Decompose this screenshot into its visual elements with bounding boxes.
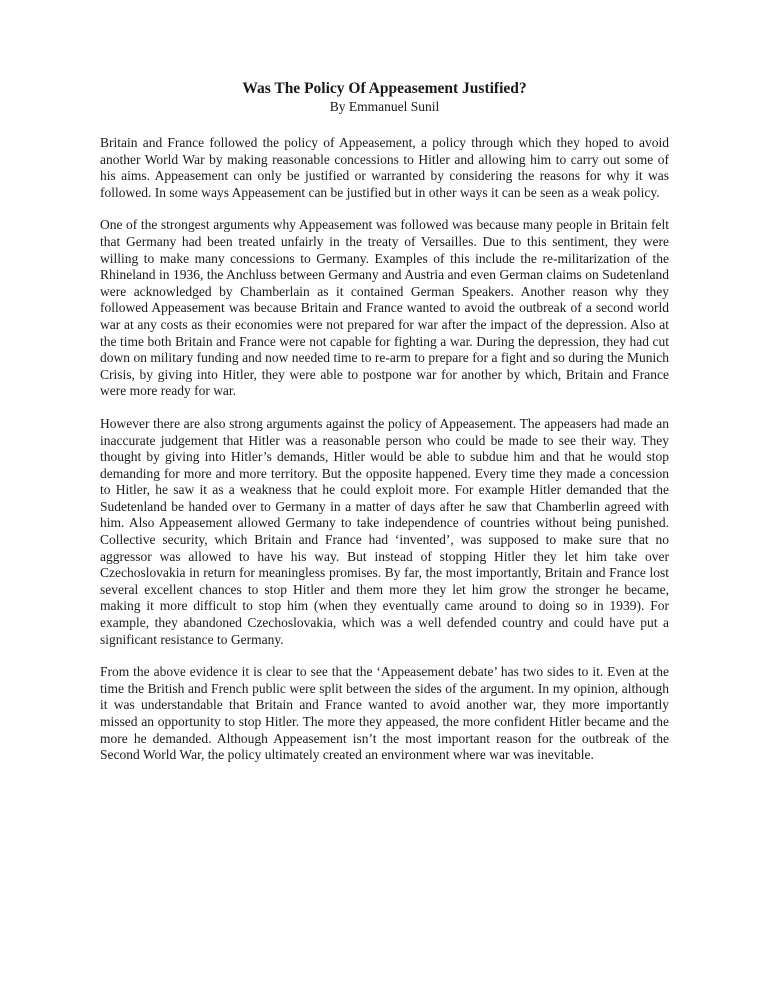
paragraph-introduction: Britain and France followed the policy of Appeasement, a policy through which they hoped to avoid another World War by making reasonable concessions to Hitler and allowing him to carry out some of his aims. Appeasement can only be justified or warranted by considering the reasons for why it was followed. In some ways Appeasement can be justified but in other ways it can be seen as a weak policy.: [100, 135, 669, 200]
paragraph-arguments-against: However there are also strong arguments against the policy of Appeasement. The appeasers had made an inaccurate judgement that Hitler was a reasonable person who could be made to see their way. They thought by giving into Hitler’s demands, Hitler would be able to subdue him and that he would stop demanding for more and more territory. But the opposite happened. Every time they made a concession to Hitler, he saw it as a weakness that he could exploit more. For example Hitler demanded that the Sudetenland be handed over to Germany in a matter of days after he saw that Chamberlin agreed with him. Also Appeasement allowed Germany to take independence of countries without being punished. Collective security, which Britain and France had ‘invented’, was supposed to make sure that no aggressor was allowed to have his way. But instead of stopping Hitler they let him take over Czechoslovakia in return for meaningless promises. By far, the most importantly, Britain and France lost several excellent chances to stop Hitler and them more they let him grow the stronger he became, making it more difficult to stop him (when they eventually came around to doing so in 1939). For example, they abandoned Czechoslovakia, which was a well defended country and could have put a significant resistance to Germany.: [100, 415, 669, 647]
document-author: By Emmanuel Sunil: [329, 99, 440, 114]
document-page: [100, 80, 669, 780]
paragraph-arguments-for: One of the strongest arguments why Appeasement was followed was because many people in Britain felt that Germany had been treated unfairly in the treaty of Versailles. Due to this sentiment, they were willing to make many concessions to Germany. Examples of this include the re-militarization of the Rhineland in 1936, the Anchluss between Germany and Austria and even German claims on Sudetenland were acknowledged by Chamberlain as it contained German Speakers. Another reason why they followed Appeasement was because Britain and France wanted to avoid the outbreak of a second world war at any costs as their economies were not prepared for war after the impact of the depression. Also at the time both Britain and France were not capable for fighting a war. During the depression, they had cut down on military funding and now needed time to re-arm to prepare for a fight and so during the Munich Crisis, by giving into Hitler, they were able to postpone war for another by which, Britain and France were more ready for war.: [100, 217, 669, 399]
document-title: Was The Policy Of Appeasement Justified?: [242, 80, 527, 97]
paragraph-conclusion: From the above evidence it is clear to see that the ‘Appeasement debate’ has two sides to it. Even at the time the British and French public were split between the sides of the argument. In my opinion, although it was understandable that Britain and France wanted to avoid another war, they more importantly missed an opportunity to stop Hitler. The more they appeased, the more confident Hitler became and the more he demanded. Although Appeasement isn’t the most important reason for the outbreak of the Second World War, the policy ultimately created an environment where war was inevitable.: [100, 664, 669, 763]
